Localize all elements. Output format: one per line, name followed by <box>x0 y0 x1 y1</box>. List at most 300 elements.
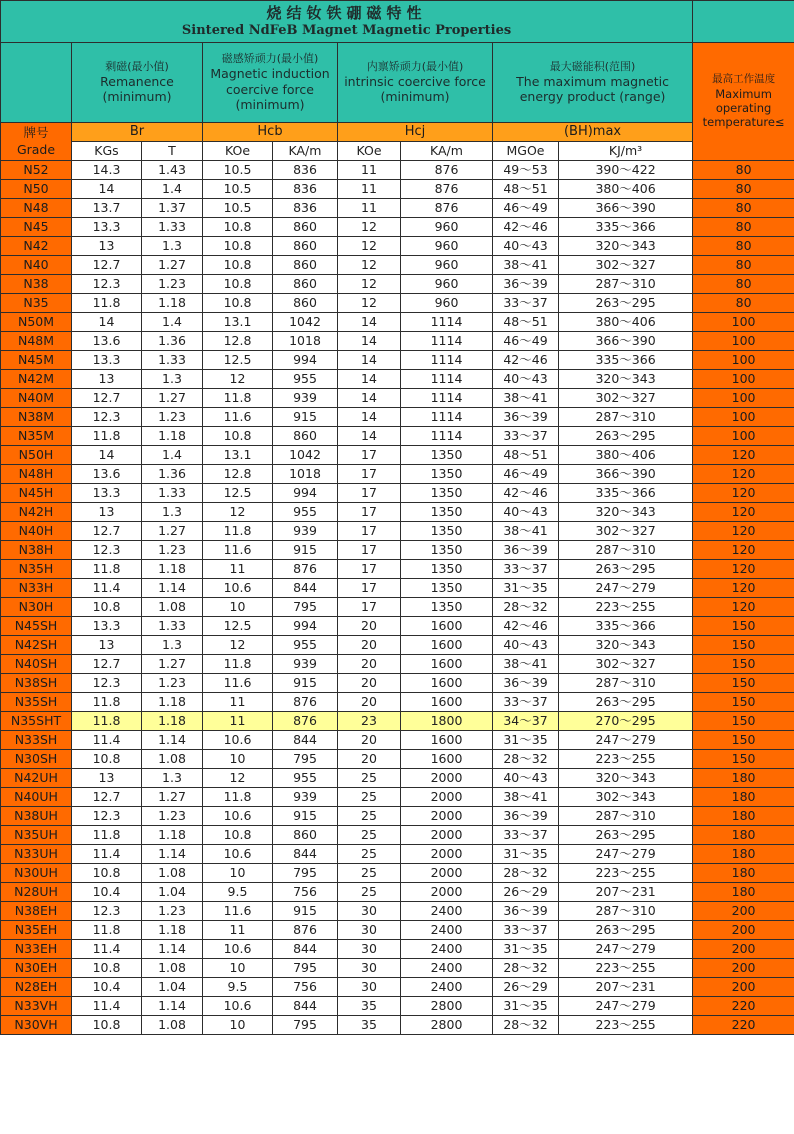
cell-max-temp: 150 <box>693 655 794 674</box>
table-row <box>1 883 794 902</box>
cell-hcj-koe: 25 <box>338 807 401 826</box>
cell-max-temp: 80 <box>693 275 794 294</box>
cell-hcj-kam: 2000 <box>401 883 493 902</box>
cell-grade: N40 <box>1 256 72 275</box>
cell-hcj-kam: 2000 <box>401 769 493 788</box>
cell-hcj-kam: 1600 <box>401 693 493 712</box>
table-row <box>1 997 794 1016</box>
cell-bh-kjm3: 263～295 <box>559 921 693 940</box>
cell-hcj-kam: 2400 <box>401 902 493 921</box>
cell-br-kgs: 11.8 <box>72 427 142 446</box>
cell-br-t: 1.14 <box>142 731 203 750</box>
cell-max-temp: 120 <box>693 598 794 617</box>
cell-br-t: 1.27 <box>142 522 203 541</box>
cell-grade: N35UH <box>1 826 72 845</box>
cell-br-t: 1.04 <box>142 883 203 902</box>
cell-bh-mgoe: 46～49 <box>493 199 559 218</box>
cell-bh-kjm3: 263～295 <box>559 427 693 446</box>
unit-koe-hcj: KOe <box>338 142 401 161</box>
cell-hcb-kam: 756 <box>273 978 338 997</box>
cell-bh-mgoe: 28～32 <box>493 959 559 978</box>
cell-hcj-kam: 960 <box>401 237 493 256</box>
cell-hcb-kam: 795 <box>273 959 338 978</box>
cell-hcj-koe: 14 <box>338 408 401 427</box>
cell-hcj-koe: 12 <box>338 218 401 237</box>
cell-max-temp: 80 <box>693 294 794 313</box>
cell-bh-kjm3: 302～327 <box>559 389 693 408</box>
cell-hcj-kam: 1114 <box>401 370 493 389</box>
cell-max-temp: 120 <box>693 503 794 522</box>
cell-hcj-koe: 11 <box>338 161 401 180</box>
table-row <box>1 161 794 180</box>
cell-br-t: 1.27 <box>142 788 203 807</box>
cell-br-t: 1.36 <box>142 465 203 484</box>
cell-grade: N45M <box>1 351 72 370</box>
table-row <box>1 769 794 788</box>
cell-hcj-kam: 1114 <box>401 332 493 351</box>
cell-br-kgs: 14.3 <box>72 161 142 180</box>
table-row <box>1 408 794 427</box>
cell-bh-mgoe: 40～43 <box>493 636 559 655</box>
cell-max-temp: 180 <box>693 807 794 826</box>
hcj-header-cn: 内禀矫顽力(最小值) <box>366 60 464 73</box>
cell-br-kgs: 13.3 <box>72 351 142 370</box>
cell-br-t: 1.37 <box>142 199 203 218</box>
cell-hcb-koe: 11.6 <box>203 902 273 921</box>
unit-row <box>1 142 794 161</box>
cell-br-t: 1.27 <box>142 655 203 674</box>
cell-bh-mgoe: 28～32 <box>493 864 559 883</box>
cell-br-kgs: 11.4 <box>72 731 142 750</box>
cell-bh-kjm3: 287～310 <box>559 807 693 826</box>
table-row <box>1 902 794 921</box>
cell-hcb-kam: 860 <box>273 826 338 845</box>
cell-hcb-kam: 955 <box>273 503 338 522</box>
cell-grade: N50 <box>1 180 72 199</box>
cell-grade: N52 <box>1 161 72 180</box>
cell-hcj-koe: 14 <box>338 313 401 332</box>
cell-hcj-koe: 25 <box>338 788 401 807</box>
cell-grade: N35EH <box>1 921 72 940</box>
cell-br-kgs: 11.4 <box>72 579 142 598</box>
cell-hcj-koe: 30 <box>338 959 401 978</box>
cell-bh-kjm3: 270～295 <box>559 712 693 731</box>
cell-br-kgs: 13.6 <box>72 332 142 351</box>
cell-br-t: 1.18 <box>142 826 203 845</box>
table-row <box>1 560 794 579</box>
cell-br-kgs: 12.7 <box>72 788 142 807</box>
cell-br-t: 1.33 <box>142 351 203 370</box>
cell-bh-kjm3: 287～310 <box>559 541 693 560</box>
cell-br-kgs: 10.4 <box>72 978 142 997</box>
cell-max-temp: 150 <box>693 731 794 750</box>
table-row <box>1 332 794 351</box>
cell-hcj-koe: 20 <box>338 731 401 750</box>
cell-br-kgs: 10.8 <box>72 750 142 769</box>
cell-bh-mgoe: 33～37 <box>493 427 559 446</box>
hcj-header <box>338 43 493 123</box>
cell-br-t: 1.23 <box>142 902 203 921</box>
cell-max-temp: 150 <box>693 674 794 693</box>
cell-hcj-kam: 2000 <box>401 788 493 807</box>
cell-max-temp: 200 <box>693 940 794 959</box>
cell-hcb-koe: 11.8 <box>203 655 273 674</box>
cell-bh-kjm3: 320～343 <box>559 636 693 655</box>
table-row <box>1 579 794 598</box>
table-row <box>1 237 794 256</box>
cell-hcb-kam: 844 <box>273 845 338 864</box>
cell-bh-mgoe: 38～41 <box>493 788 559 807</box>
cell-max-temp: 100 <box>693 408 794 427</box>
cell-bh-kjm3: 320～343 <box>559 370 693 389</box>
cell-br-t: 1.23 <box>142 674 203 693</box>
cell-bh-mgoe: 48～51 <box>493 313 559 332</box>
cell-hcb-kam: 860 <box>273 275 338 294</box>
cell-bh-mgoe: 42～46 <box>493 617 559 636</box>
cell-br-t: 1.08 <box>142 750 203 769</box>
cell-bh-kjm3: 247～279 <box>559 845 693 864</box>
cell-grade: N30EH <box>1 959 72 978</box>
cell-hcb-kam: 795 <box>273 750 338 769</box>
table-row <box>1 693 794 712</box>
cell-hcj-koe: 35 <box>338 1016 401 1035</box>
table-row <box>1 294 794 313</box>
cell-max-temp: 180 <box>693 883 794 902</box>
cell-hcb-koe: 11.6 <box>203 408 273 427</box>
cell-hcj-kam: 1114 <box>401 389 493 408</box>
cell-br-t: 1.3 <box>142 636 203 655</box>
cell-hcb-koe: 12 <box>203 370 273 389</box>
cell-max-temp: 120 <box>693 522 794 541</box>
cell-max-temp: 100 <box>693 332 794 351</box>
cell-hcj-koe: 11 <box>338 199 401 218</box>
cell-bh-kjm3: 302～327 <box>559 655 693 674</box>
cell-bh-kjm3: 335～366 <box>559 218 693 237</box>
unit-t: T <box>142 142 203 161</box>
cell-bh-kjm3: 287～310 <box>559 408 693 427</box>
cell-grade: N42UH <box>1 769 72 788</box>
cell-grade: N38SH <box>1 674 72 693</box>
cell-hcj-kam: 2800 <box>401 997 493 1016</box>
cell-bh-mgoe: 34～37 <box>493 712 559 731</box>
cell-bh-mgoe: 40～43 <box>493 237 559 256</box>
table-row <box>1 826 794 845</box>
cell-hcj-kam: 1350 <box>401 541 493 560</box>
cell-hcj-kam: 1350 <box>401 465 493 484</box>
cell-grade: N45H <box>1 484 72 503</box>
cell-br-t: 1.4 <box>142 313 203 332</box>
cell-bh-mgoe: 31～35 <box>493 997 559 1016</box>
cell-br-t: 1.08 <box>142 864 203 883</box>
cell-hcb-koe: 11.8 <box>203 788 273 807</box>
cell-hcj-koe: 11 <box>338 180 401 199</box>
cell-br-t: 1.4 <box>142 446 203 465</box>
cell-bh-mgoe: 42～46 <box>493 218 559 237</box>
cell-bh-kjm3: 335～366 <box>559 484 693 503</box>
cell-br-t: 1.3 <box>142 769 203 788</box>
cell-hcb-koe: 10.8 <box>203 826 273 845</box>
cell-bh-kjm3: 320～343 <box>559 769 693 788</box>
cell-max-temp: 80 <box>693 161 794 180</box>
cell-hcb-koe: 10 <box>203 598 273 617</box>
cell-bh-mgoe: 42～46 <box>493 484 559 503</box>
cell-hcj-kam: 960 <box>401 275 493 294</box>
cell-hcj-koe: 17 <box>338 446 401 465</box>
cell-hcj-kam: 1114 <box>401 427 493 446</box>
cell-hcj-koe: 14 <box>338 427 401 446</box>
cell-max-temp: 120 <box>693 465 794 484</box>
table-row <box>1 370 794 389</box>
cell-hcj-kam: 2800 <box>401 1016 493 1035</box>
table-row <box>1 807 794 826</box>
cell-grade: N28UH <box>1 883 72 902</box>
cell-max-temp: 120 <box>693 541 794 560</box>
cell-br-t: 1.4 <box>142 180 203 199</box>
cell-br-kgs: 14 <box>72 180 142 199</box>
cell-br-kgs: 10.8 <box>72 1016 142 1035</box>
cell-br-kgs: 13 <box>72 503 142 522</box>
cell-br-kgs: 12.3 <box>72 807 142 826</box>
cell-br-kgs: 14 <box>72 313 142 332</box>
table-row <box>1 256 794 275</box>
cell-hcj-kam: 1600 <box>401 655 493 674</box>
cell-bh-mgoe: 31～35 <box>493 845 559 864</box>
cell-hcj-koe: 25 <box>338 826 401 845</box>
cell-hcb-koe: 10.8 <box>203 427 273 446</box>
cell-hcb-kam: 876 <box>273 921 338 940</box>
table-row <box>1 921 794 940</box>
cell-bh-mgoe: 26～29 <box>493 883 559 902</box>
table-title <box>1 1 693 43</box>
cell-bh-mgoe: 46～49 <box>493 465 559 484</box>
cell-max-temp: 80 <box>693 180 794 199</box>
table-row <box>1 845 794 864</box>
cell-br-kgs: 11.4 <box>72 845 142 864</box>
cell-hcb-koe: 12.8 <box>203 465 273 484</box>
cell-br-kgs: 10.8 <box>72 959 142 978</box>
cell-grade: N33EH <box>1 940 72 959</box>
cell-br-kgs: 11.8 <box>72 693 142 712</box>
table-row <box>1 1016 794 1035</box>
cell-bh-kjm3: 247～279 <box>559 997 693 1016</box>
cell-hcj-kam: 1600 <box>401 731 493 750</box>
table-row <box>1 750 794 769</box>
cell-grade: N38H <box>1 541 72 560</box>
cell-hcj-koe: 30 <box>338 978 401 997</box>
cell-hcb-koe: 11.8 <box>203 389 273 408</box>
cell-hcb-koe: 9.5 <box>203 883 273 902</box>
cell-bh-kjm3: 302～343 <box>559 788 693 807</box>
cell-hcj-koe: 17 <box>338 598 401 617</box>
cell-grade: N38 <box>1 275 72 294</box>
cell-hcb-kam: 939 <box>273 788 338 807</box>
cell-hcj-koe: 35 <box>338 997 401 1016</box>
cell-max-temp: 80 <box>693 256 794 275</box>
cell-grade: N30H <box>1 598 72 617</box>
cell-br-kgs: 12.3 <box>72 674 142 693</box>
cell-bh-kjm3: 320～343 <box>559 503 693 522</box>
cell-hcb-kam: 915 <box>273 807 338 826</box>
header-blank <box>1 43 72 123</box>
cell-bh-kjm3: 247～279 <box>559 731 693 750</box>
table-row <box>1 864 794 883</box>
cell-br-t: 1.33 <box>142 484 203 503</box>
cell-br-kgs: 13 <box>72 237 142 256</box>
cell-grade: N40H <box>1 522 72 541</box>
cell-bh-mgoe: 38～41 <box>493 389 559 408</box>
cell-hcb-kam: 836 <box>273 161 338 180</box>
cell-br-t: 1.04 <box>142 978 203 997</box>
cell-hcb-kam: 860 <box>273 237 338 256</box>
table-row <box>1 503 794 522</box>
table-row <box>1 598 794 617</box>
cell-bh-mgoe: 36～39 <box>493 902 559 921</box>
hcb-header-en: Magnetic induction coercive force (minimum) <box>210 65 330 113</box>
cell-bh-kjm3: 263～295 <box>559 560 693 579</box>
hcb-header-cn: 磁感矫顽力(最小值) <box>221 52 319 66</box>
cell-grade: N50M <box>1 313 72 332</box>
cell-bh-kjm3: 390～422 <box>559 161 693 180</box>
table-row <box>1 313 794 332</box>
cell-br-kgs: 12.3 <box>72 275 142 294</box>
cell-grade: N48M <box>1 332 72 351</box>
cell-br-t: 1.14 <box>142 997 203 1016</box>
cell-br-kgs: 11.8 <box>72 921 142 940</box>
cell-bh-mgoe: 26～29 <box>493 978 559 997</box>
cell-hcb-kam: 955 <box>273 769 338 788</box>
cell-max-temp: 180 <box>693 788 794 807</box>
cell-hcb-koe: 10 <box>203 1016 273 1035</box>
grade-header <box>1 123 72 161</box>
cell-hcb-kam: 756 <box>273 883 338 902</box>
cell-max-temp: 120 <box>693 446 794 465</box>
cell-br-kgs: 13 <box>72 370 142 389</box>
cell-grade: N40SH <box>1 655 72 674</box>
cell-grade: N48H <box>1 465 72 484</box>
table-row <box>1 788 794 807</box>
table-row <box>1 731 794 750</box>
cell-max-temp: 100 <box>693 351 794 370</box>
cell-hcb-kam: 994 <box>273 484 338 503</box>
cell-hcb-koe: 10.5 <box>203 199 273 218</box>
table-row <box>1 351 794 370</box>
cell-hcb-koe: 12.5 <box>203 484 273 503</box>
cell-hcj-koe: 25 <box>338 883 401 902</box>
cell-br-kgs: 14 <box>72 446 142 465</box>
cell-grade: N35SH <box>1 693 72 712</box>
cell-hcj-koe: 20 <box>338 617 401 636</box>
cell-hcb-kam: 844 <box>273 579 338 598</box>
cell-hcj-kam: 1114 <box>401 408 493 427</box>
cell-hcb-koe: 10.6 <box>203 845 273 864</box>
cell-hcj-kam: 1350 <box>401 522 493 541</box>
cell-bh-kjm3: 223～255 <box>559 598 693 617</box>
cell-br-t: 1.14 <box>142 579 203 598</box>
cell-br-kgs: 11.4 <box>72 997 142 1016</box>
cell-hcb-kam: 939 <box>273 389 338 408</box>
table-row <box>1 199 794 218</box>
cell-grade: N35M <box>1 427 72 446</box>
cell-hcb-koe: 12.8 <box>203 332 273 351</box>
cell-bh-kjm3: 223～255 <box>559 864 693 883</box>
cell-hcb-koe: 10.5 <box>203 180 273 199</box>
header-row <box>1 43 794 123</box>
symbol-row <box>1 123 794 142</box>
cell-br-t: 1.23 <box>142 408 203 427</box>
table-row <box>1 389 794 408</box>
cell-hcb-koe: 10.8 <box>203 275 273 294</box>
cell-br-kgs: 11.8 <box>72 712 142 731</box>
cell-hcj-koe: 17 <box>338 560 401 579</box>
cell-hcb-koe: 9.5 <box>203 978 273 997</box>
cell-hcj-koe: 25 <box>338 845 401 864</box>
cell-hcb-kam: 994 <box>273 351 338 370</box>
cell-hcb-koe: 13.1 <box>203 446 273 465</box>
cell-hcb-koe: 12 <box>203 769 273 788</box>
cell-grade: N38UH <box>1 807 72 826</box>
cell-grade: N35 <box>1 294 72 313</box>
cell-br-t: 1.14 <box>142 940 203 959</box>
cell-bh-mgoe: 38～41 <box>493 256 559 275</box>
cell-bh-kjm3: 247～279 <box>559 579 693 598</box>
table-row <box>1 218 794 237</box>
cell-max-temp: 150 <box>693 636 794 655</box>
cell-bh-mgoe: 40～43 <box>493 769 559 788</box>
cell-hcb-koe: 12.5 <box>203 617 273 636</box>
cell-br-t: 1.18 <box>142 294 203 313</box>
cell-hcj-koe: 14 <box>338 351 401 370</box>
cell-hcb-koe: 10.5 <box>203 161 273 180</box>
cell-br-kgs: 13 <box>72 769 142 788</box>
cell-bh-kjm3: 302～327 <box>559 522 693 541</box>
cell-br-kgs: 11.8 <box>72 560 142 579</box>
cell-hcj-koe: 17 <box>338 484 401 503</box>
cell-br-t: 1.3 <box>142 503 203 522</box>
cell-hcj-kam: 1350 <box>401 446 493 465</box>
cell-max-temp: 120 <box>693 579 794 598</box>
cell-br-kgs: 10.8 <box>72 598 142 617</box>
cell-hcj-koe: 17 <box>338 522 401 541</box>
cell-br-kgs: 12.3 <box>72 408 142 427</box>
cell-hcj-kam: 876 <box>401 199 493 218</box>
cell-hcj-kam: 1600 <box>401 636 493 655</box>
cell-hcj-kam: 1114 <box>401 351 493 370</box>
cell-br-kgs: 12.7 <box>72 389 142 408</box>
cell-grade: N33VH <box>1 997 72 1016</box>
cell-hcj-koe: 20 <box>338 655 401 674</box>
cell-br-t: 1.08 <box>142 598 203 617</box>
cell-hcb-kam: 915 <box>273 674 338 693</box>
cell-hcb-kam: 915 <box>273 541 338 560</box>
cell-hcj-kam: 2000 <box>401 845 493 864</box>
cell-br-kgs: 10.8 <box>72 864 142 883</box>
cell-grade: N45SH <box>1 617 72 636</box>
cell-hcb-kam: 955 <box>273 370 338 389</box>
cell-hcb-kam: 795 <box>273 864 338 883</box>
symbol-hcb: Hcb <box>203 123 338 142</box>
cell-grade: N30VH <box>1 1016 72 1035</box>
cell-hcb-kam: 860 <box>273 256 338 275</box>
cell-hcb-kam: 844 <box>273 940 338 959</box>
cell-br-t: 1.18 <box>142 427 203 446</box>
cell-max-temp: 80 <box>693 218 794 237</box>
table-row <box>1 465 794 484</box>
cell-bh-mgoe: 36～39 <box>493 408 559 427</box>
table-row <box>1 655 794 674</box>
cell-br-kgs: 13 <box>72 636 142 655</box>
title-chinese: 烧结钕铁硼磁特性 <box>266 4 427 23</box>
cell-hcb-koe: 11.8 <box>203 522 273 541</box>
